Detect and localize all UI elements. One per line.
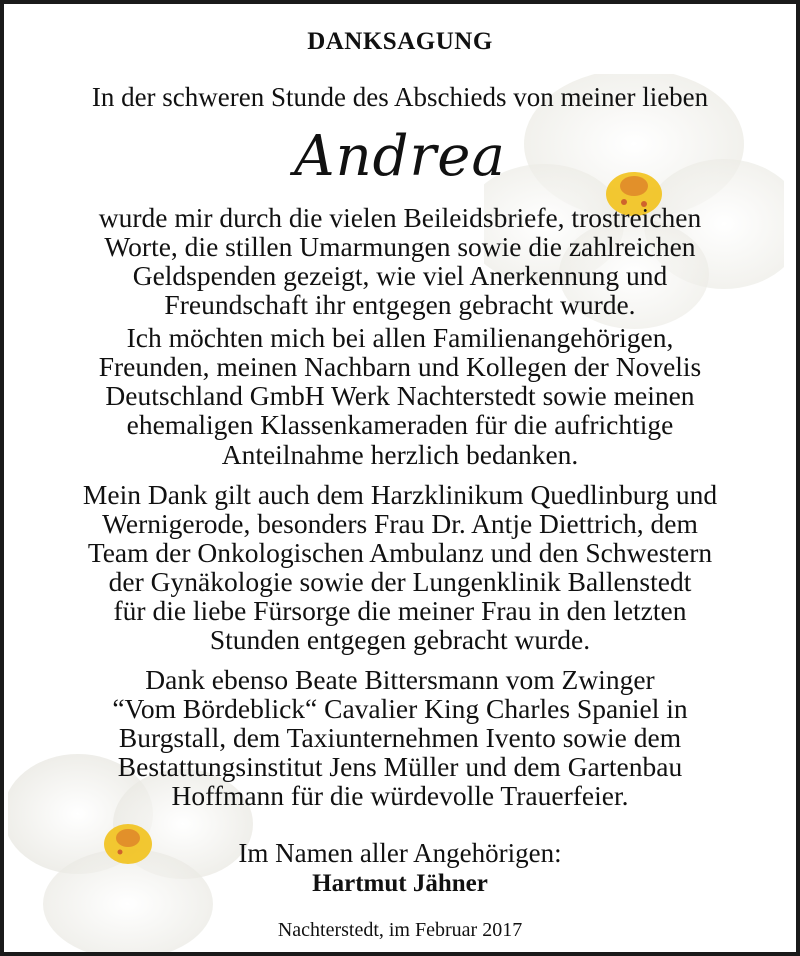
body-line: ehemaligen Klassenkameraden für die aufrichtige [126,409,674,440]
body-line: Wernigerode, besonders Frau Dr. Antje Diettrich, dem [102,508,698,539]
body-line: Freunden, meinen Nachbarn und Kollegen der Novelis [98,351,702,382]
body-line: der Gynäkologie sowie der Lungenklinik Ballenstedt [108,566,692,597]
body-line: Anteilnahme herzlich bedanken. [221,439,579,470]
body-line: Team der Onkologischen Ambulanz und den Schwestern [87,537,713,568]
body-line: Worte, die stillen Umarmungen sowie die zahlreichen [104,231,696,262]
intro-line: In der schweren Stunde des Abschieds von meiner lieben [91,82,709,112]
deceased-name: Andrea [294,124,506,189]
body-line: Bestattungsinstitut Jens Müller und dem Gartenbau [117,751,683,782]
closing-greeting: Im Namen aller Angehörigen: [238,838,562,868]
signer-name: Hartmut Jähner [312,870,488,897]
body-line: für die liebe Fürsorge die meiner Frau in den letzten [113,595,687,626]
body-line: Geldspenden gezeigt, wie viel Anerkennung und [132,260,668,291]
body-line: Hoffmann für die würdevolle Trauerfeier. [171,780,629,811]
body-line: Burgstall, dem Taxiunternehmen Ivento sowie dem [118,722,682,753]
heading: DANKSAGUNG [307,28,493,55]
place-date: Nachterstedt, im Februar 2017 [277,919,523,941]
body-line: Stunden entgegen gebracht wurde. [209,624,591,655]
body-line: wurde mir durch die vielen Beileidsbriefe, trostreichen [98,202,702,233]
body-line: Freundschaft ihr entgegen gebracht wurde. [164,289,636,320]
body-line: Mein Dank gilt auch dem Harzklinikum Quedlinburg und [82,479,718,510]
body-line: Deutschland GmbH Werk Nachterstedt sowie meinen [105,380,695,411]
body-line: “Vom Bördeblick“ Cavalier King Charles Spaniel in [112,693,688,724]
body-line: Dank ebenso Beate Bittersmann vom Zwinger [145,664,655,695]
body-line: Ich möchten mich bei allen Familienangehörigen, [126,322,674,353]
